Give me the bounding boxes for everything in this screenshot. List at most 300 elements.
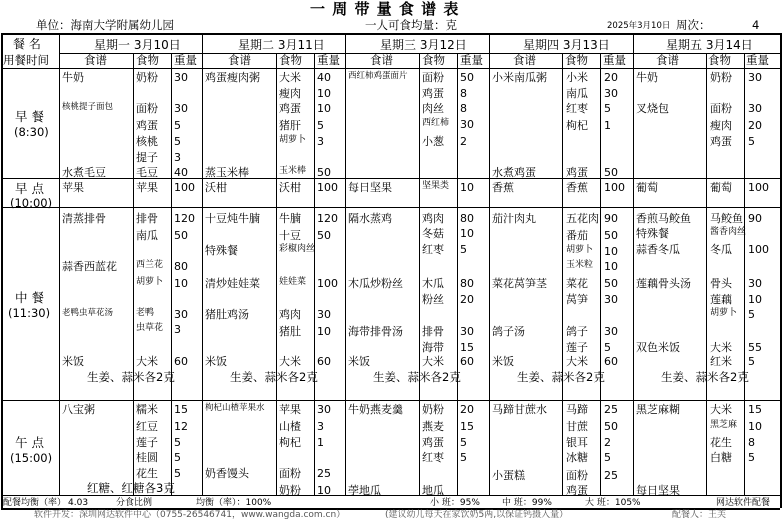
food-item: 大米 [710, 403, 732, 416]
food-weight: 100 [317, 181, 338, 194]
food-item: 猪肚 [279, 325, 301, 338]
dish-name: 老鸭虫草花汤 [62, 308, 114, 318]
food-item: 银耳 [566, 436, 588, 449]
food-weight: 90 [748, 212, 762, 225]
food-item: 老鸭 [136, 308, 155, 318]
per-person-label: 一人可食均量：克 [365, 18, 457, 32]
food-item: 地瓜 [422, 484, 444, 497]
food-item: 面粉 [136, 102, 158, 115]
food-weight: 30 [317, 308, 331, 321]
dish-name: 牛奶燕麦羹 [348, 403, 403, 416]
dish-name: 米饭 [62, 355, 84, 368]
food-item: 鸽子 [566, 325, 588, 338]
food-item: 虫草花 [136, 323, 164, 333]
week-number: 4 [752, 18, 760, 32]
food-weight: 5 [604, 451, 611, 464]
dish-name: 米饭 [492, 355, 514, 368]
grid-line-h [1, 68, 780, 69]
food-weight: 1 [317, 436, 324, 449]
food-weight: 90 [604, 212, 618, 225]
food-weight: 30 [460, 325, 474, 338]
seasoning-note: 红糖、红糖各3克 [87, 481, 175, 495]
food-weight: 3 [174, 323, 181, 336]
corner-meal-time: 用餐时间 [3, 53, 49, 67]
footer-balance-value: 4.03 [68, 498, 89, 508]
dish-name: 奶香馒头 [205, 467, 249, 480]
seasoning-note: 生姜、蒜米各2克 [661, 370, 749, 384]
food-item: 花生 [710, 436, 732, 449]
food-item: 鸡蛋 [136, 119, 158, 132]
food-weight: 10 [174, 277, 188, 290]
meal-breakfast-name: 早 餐 [15, 109, 44, 124]
grid-line-h [1, 207, 780, 208]
food-weight: 10 [748, 420, 762, 433]
food-item: 莲藕 [710, 293, 732, 306]
food-weight: 100 [317, 277, 338, 290]
food-item: 面粉 [710, 102, 732, 115]
food-weight: 5 [174, 467, 181, 480]
food-weight: 2 [604, 436, 611, 449]
food-item: 提子 [136, 151, 158, 164]
footer-large-class: 大 班：105% [585, 498, 641, 508]
dish-name: 十豆炖牛腩 [205, 212, 260, 225]
food-item: 冬菇 [422, 227, 444, 240]
dish-name: 香蕉 [492, 181, 514, 194]
unit-label: 单位：海南大学附属幼儿园 [36, 18, 174, 32]
food-weight: 5 [604, 102, 611, 115]
food-item: 马蹄 [566, 403, 588, 416]
food-item: 鸡蛋 [422, 87, 444, 100]
dish-name: 猪肚鸡汤 [205, 308, 249, 321]
col-food-mon: 食物 [136, 53, 159, 67]
food-item: 娃娃菜 [279, 277, 307, 287]
food-weight: 50 [604, 420, 618, 433]
meal-snack-am-time: (10:00) [10, 196, 53, 210]
food-item: 瘦肉 [710, 119, 732, 132]
food-weight: 60 [604, 355, 618, 368]
food-weight: 30 [748, 277, 762, 290]
dish-name: 蒜香冬瓜 [636, 243, 680, 256]
grid-line-v [276, 53, 277, 495]
day-header-mon: 星期一 3月10日 [94, 38, 181, 52]
food-weight: 15 [748, 403, 762, 416]
food-weight: 30 [460, 118, 474, 131]
food-weight: 120 [174, 212, 195, 225]
food-item: 糯米 [136, 403, 158, 416]
food-item: 花生 [136, 467, 158, 480]
food-item: 桂圆 [136, 451, 158, 464]
dish-name: 菜花莴笋茎 [492, 277, 547, 290]
food-item: 粉丝 [422, 293, 444, 306]
food-item: 南瓜 [566, 87, 588, 100]
food-weight: 50 [174, 229, 188, 242]
food-item: 大米 [279, 355, 301, 368]
food-item: 面粉 [279, 467, 301, 480]
food-weight: 5 [317, 119, 324, 132]
food-item: 番茄 [566, 229, 588, 242]
food-weight: 50 [604, 166, 618, 179]
col-weight-thu: 重量 [603, 53, 626, 67]
page-title: 一 周 带 量 食 谱 表 [310, 0, 460, 18]
food-weight: 15 [174, 403, 188, 416]
col-dish-thu: 食谱 [513, 53, 536, 67]
seasoning-note: 生姜、蒜米各2克 [230, 370, 318, 384]
food-weight: 10 [317, 102, 331, 115]
food-item: 木瓜 [422, 277, 444, 290]
food-weight: 30 [174, 102, 188, 115]
food-weight: 15 [460, 341, 474, 354]
food-weight: 40 [174, 166, 188, 179]
grid-line-v [706, 53, 707, 495]
food-item: 红枣 [566, 102, 588, 115]
food-item: 红米 [710, 355, 732, 368]
dish-name: 马蹄甘蔗水 [492, 403, 547, 416]
grid-line-v [457, 53, 458, 495]
food-weight: 10 [604, 245, 618, 258]
food-item: 鸡蛋 [710, 135, 732, 148]
grid-line-v [633, 33, 634, 495]
food-item: 莲子 [136, 436, 158, 449]
seasoning-note: 生姜、蒜米各2克 [373, 370, 461, 384]
food-weight: 100 [604, 181, 625, 194]
grid-line-h [1, 33, 780, 35]
food-weight: 50 [317, 229, 331, 242]
col-weight-mon: 重量 [174, 53, 197, 67]
food-weight: 5 [174, 451, 181, 464]
food-item: 瘦肉 [279, 87, 301, 100]
food-weight: 5 [748, 308, 755, 321]
food-weight: 1 [604, 119, 611, 132]
food-item: 南瓜 [136, 229, 158, 242]
col-dish-mon: 食谱 [84, 53, 107, 67]
footer-portion-label: 分食比例 [116, 498, 153, 508]
week-label: 周次： [676, 18, 711, 32]
food-weight: 5 [748, 451, 755, 464]
food-item: 肉丝 [422, 102, 444, 115]
food-item: 鸡蛋 [566, 166, 588, 179]
food-item: 苹果 [136, 181, 158, 194]
food-item: 大米 [566, 355, 588, 368]
meal-breakfast-time: (8:30) [14, 125, 49, 139]
food-weight: 3 [174, 151, 181, 164]
footer-middle-class: 中 班：99% [502, 498, 552, 508]
dish-name: 莲藕骨头汤 [636, 277, 691, 290]
dish-name: 鸡蛋瘦肉粥 [205, 71, 260, 84]
grid-line-v [744, 53, 745, 495]
food-weight: 100 [174, 181, 195, 194]
food-weight: 50 [604, 229, 618, 242]
dish-name: 黑芝麻糊 [636, 403, 680, 416]
food-item: 冬瓜 [710, 243, 732, 256]
food-weight: 20 [604, 71, 618, 84]
grid-line-v [171, 53, 172, 495]
food-item: 西红柿 [422, 118, 450, 128]
col-weight-fri: 重量 [746, 53, 769, 67]
food-weight: 30 [604, 87, 618, 100]
food-item: 排骨 [136, 212, 158, 225]
day-header-tue: 星期二 3月11日 [238, 38, 325, 52]
food-item: 莲子 [566, 341, 588, 354]
food-weight: 10 [317, 87, 331, 100]
footer-balance-label: 配餐均衡（率） [3, 498, 67, 508]
meal-snack-pm-name: 午 点 [15, 435, 44, 450]
food-weight: 5 [460, 436, 467, 449]
day-header-thu: 星期四 3月13日 [523, 38, 610, 52]
food-item: 香蕉 [566, 181, 588, 194]
dish-name: 清炒娃娃菜 [205, 277, 260, 290]
food-item: 西兰花 [136, 260, 164, 270]
food-item: 核桃 [136, 135, 158, 148]
food-weight: 10 [460, 181, 474, 194]
food-weight: 10 [317, 484, 331, 497]
food-item: 面粉 [566, 469, 588, 482]
food-item: 鸡蛋 [422, 436, 444, 449]
food-item: 玉米粒 [566, 260, 594, 270]
food-weight: 8 [460, 102, 467, 115]
food-weight: 60 [460, 355, 474, 368]
food-item: 小葱 [422, 135, 444, 148]
food-weight: 10 [604, 260, 618, 273]
food-item: 胡萝卜 [136, 277, 164, 287]
food-weight: 20 [748, 119, 762, 132]
food-item: 燕麦 [422, 420, 444, 433]
grid-line-v [489, 33, 490, 495]
seasoning-note: 生姜、蒜米各2克 [87, 370, 175, 384]
food-weight: 80 [460, 277, 474, 290]
food-weight: 10 [748, 293, 762, 306]
dish-name: 米饭 [205, 355, 227, 368]
food-weight: 3 [317, 135, 324, 148]
col-dish-wed: 食谱 [370, 53, 393, 67]
food-item: 酱香肉丝 [710, 227, 747, 237]
food-item: 五花肉 [566, 212, 599, 225]
seasoning-note: 生姜、蒜米各2克 [517, 370, 605, 384]
dish-name: 枸杞山楂苹果水 [205, 403, 265, 413]
grid-line-v [562, 53, 563, 495]
col-weight-wed: 重量 [460, 53, 483, 67]
food-weight: 25 [604, 469, 618, 482]
food-weight: 25 [317, 467, 331, 480]
food-weight: 30 [748, 71, 762, 84]
grid-line-v [600, 53, 601, 495]
dish-name: 双色米饭 [636, 341, 680, 354]
dish-name: 香煎马鲛鱼 [636, 212, 691, 225]
dish-name: 水煮毛豆 [62, 166, 106, 179]
col-food-fri: 食物 [708, 53, 731, 67]
food-item: 奶粉 [422, 403, 444, 416]
footer-balance-rate: 均衡（率）：100% [196, 498, 272, 508]
food-weight: 100 [748, 181, 769, 194]
food-item: 排骨 [422, 325, 444, 338]
food-weight: 10 [460, 227, 474, 240]
col-weight-tue: 重量 [317, 53, 340, 67]
food-item: 面粉 [422, 71, 444, 84]
food-item: 毛豆 [136, 166, 158, 179]
grid-line-h [1, 178, 780, 179]
food-item: 枸杞 [566, 119, 588, 132]
food-weight: 50 [604, 277, 618, 290]
food-weight: 5 [174, 135, 181, 148]
grid-line-v [314, 53, 315, 495]
milk-advice: (建议幼儿每天在家饮奶5两,以保证钙摄入量） [385, 510, 569, 520]
food-weight: 80 [174, 260, 188, 273]
food-item: 大米 [422, 355, 444, 368]
dish-name: 特殊餐 [205, 244, 238, 257]
food-item: 玉米棒 [279, 166, 307, 176]
dish-name: 小蛋糕 [492, 469, 525, 482]
food-weight: 60 [174, 355, 188, 368]
grid-line-h [1, 400, 780, 401]
meal-lunch-name: 中 餐 [15, 290, 44, 305]
food-item: 胡萝卜 [710, 308, 738, 318]
dish-name: 小米南瓜粥 [492, 71, 547, 84]
grid-line-v [133, 53, 134, 495]
food-item: 白糖 [710, 451, 732, 464]
footer-brand: 网达软件配餐 [716, 498, 771, 508]
food-item: 牛腩 [279, 212, 301, 225]
col-food-thu: 食物 [565, 53, 588, 67]
food-weight: 55 [748, 341, 762, 354]
dish-name: 苹果 [62, 181, 84, 194]
dish-name: 隔水蒸鸡 [348, 212, 392, 225]
food-item: 胡萝卜 [566, 245, 594, 255]
day-header-wed: 星期三 3月12日 [380, 38, 467, 52]
food-item: 甘蔗 [566, 420, 588, 433]
dish-name: 每日坚果 [348, 181, 392, 194]
food-item: 红枣 [422, 451, 444, 464]
dish-name: 海带排骨汤 [348, 325, 403, 338]
dish-name: 荸地瓜 [348, 484, 381, 497]
dish-name: 鸽子汤 [492, 325, 525, 338]
food-weight: 30 [748, 102, 762, 115]
food-item: 坚果类 [422, 181, 450, 191]
food-item: 马鲛鱼 [710, 212, 743, 225]
dish-name: 八宝粥 [62, 403, 95, 416]
grid-line-v [419, 53, 420, 495]
food-weight: 80 [460, 212, 474, 225]
food-item: 猪肝 [279, 119, 301, 132]
day-header-fri: 星期五 3月14日 [666, 38, 753, 52]
dish-name: 牛奶 [636, 71, 658, 84]
grid-line-v [59, 33, 60, 495]
food-item: 大米 [710, 341, 732, 354]
food-item: 枸杞 [279, 436, 301, 449]
dish-name: 水煮鸡蛋 [492, 166, 536, 179]
grid-line-v [1, 33, 3, 508]
food-weight: 120 [317, 212, 338, 225]
dish-name: 清蒸排骨 [62, 212, 106, 225]
date-label: 2025年3月10日 [607, 21, 671, 31]
dish-name: 每日坚果 [636, 484, 680, 497]
food-item: 奶粉 [136, 71, 158, 84]
food-item: 鸡蛋 [279, 102, 301, 115]
col-dish-tue: 食谱 [228, 53, 251, 67]
food-weight: 15 [460, 420, 474, 433]
food-item: 骨头 [710, 277, 732, 290]
food-weight: 20 [460, 403, 474, 416]
food-weight: 30 [174, 308, 188, 321]
software-credit: 软件开发：深圳网达软件中心（0755-26546741，www.wangda.com.cn） [34, 510, 346, 520]
food-weight: 40 [317, 71, 331, 84]
food-weight: 5 [460, 451, 467, 464]
dish-name: 牛奶 [62, 71, 84, 84]
food-weight: 12 [174, 420, 188, 433]
food-item: 葡萄 [710, 181, 732, 194]
food-item: 莴笋 [566, 293, 588, 306]
food-item: 黑芝麻 [710, 420, 738, 430]
food-item: 红豆 [136, 420, 158, 433]
dish-name: 西红柿鸡蛋面片 [348, 71, 408, 81]
food-weight: 2 [460, 135, 467, 148]
food-item: 小米 [566, 71, 588, 84]
food-weight: 25 [604, 403, 618, 416]
food-item: 大米 [279, 71, 301, 84]
col-dish-fri: 食谱 [656, 53, 679, 67]
food-weight: 100 [748, 243, 769, 256]
food-weight: 5 [604, 341, 611, 354]
food-weight: 5 [460, 243, 467, 256]
meal-snack-am-name: 早 点 [15, 181, 44, 196]
dish-name: 木瓜炒粉丝 [348, 277, 403, 290]
meal-planner: 配餐人：王芙 [672, 510, 727, 520]
food-item: 海带 [422, 341, 444, 354]
food-weight: 30 [604, 325, 618, 338]
food-weight: 20 [460, 293, 474, 306]
food-weight: 30 [174, 71, 188, 84]
dish-name: 沃柑 [205, 181, 227, 194]
col-food-wed: 食物 [422, 53, 445, 67]
dish-name: 蒜香西蓝花 [62, 260, 117, 273]
food-item: 鸡蛋 [566, 484, 588, 497]
food-weight: 10 [317, 325, 331, 338]
food-item: 苹果 [279, 403, 301, 416]
food-item: 鸡肉 [279, 308, 301, 321]
dish-name: 叉烧包 [636, 102, 669, 115]
grid-line-v [345, 33, 346, 495]
food-weight: 30 [317, 403, 331, 416]
footer-small-class: 小 班：95% [430, 498, 480, 508]
corner-meal-name: 餐 名 [13, 37, 41, 51]
grid-line-v [202, 33, 203, 495]
food-item: 十豆 [279, 229, 301, 242]
dish-name: 茄汁肉丸 [492, 212, 536, 225]
meal-snack-pm-time: (15:00) [10, 451, 53, 465]
food-weight: 8 [748, 436, 755, 449]
dish-name: 蒸玉米棒 [205, 166, 249, 179]
food-item: 菜花 [566, 277, 588, 290]
food-item: 大米 [136, 355, 158, 368]
food-weight: 50 [460, 71, 474, 84]
meal-lunch-time: (11:30) [8, 306, 51, 320]
food-weight: 3 [317, 420, 324, 433]
food-item: 鸡肉 [422, 212, 444, 225]
food-weight: 5 [174, 119, 181, 132]
food-item: 奶粉 [710, 71, 732, 84]
food-weight: 5 [174, 436, 181, 449]
dish-name: 特殊餐 [636, 227, 669, 240]
food-weight: 5 [748, 135, 755, 148]
food-item: 奶粉 [279, 484, 301, 497]
dish-name: 核桃提子面包 [62, 102, 114, 112]
food-item: 山楂 [279, 420, 301, 433]
food-weight: 30 [604, 293, 618, 306]
food-item: 胡萝卜 [279, 135, 307, 145]
col-food-tue: 食物 [279, 53, 302, 67]
food-weight: 50 [317, 166, 331, 179]
food-weight: 5 [748, 355, 755, 368]
food-item: 沃柑 [279, 181, 301, 194]
dish-name: 米饭 [348, 355, 370, 368]
